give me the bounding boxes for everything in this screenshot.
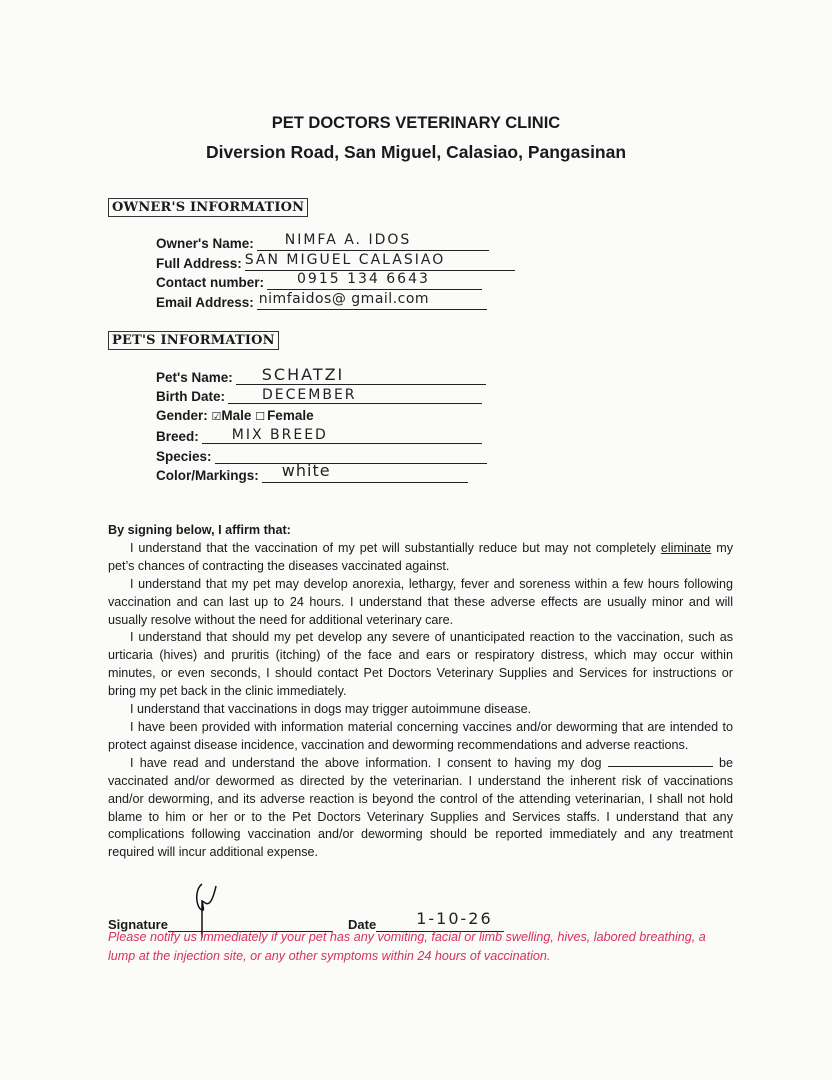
consent-lead: By signing below, I affirm that: xyxy=(108,523,291,537)
signature-label: Signature xyxy=(108,917,168,932)
address-line xyxy=(244,252,515,271)
email-value: nimfaidos@ gmail.com xyxy=(258,291,430,307)
gender-label: Gender: xyxy=(156,408,208,423)
birth-date-value: DECEMBER xyxy=(262,387,357,403)
contact-label: Contact number: xyxy=(156,275,264,290)
owner-name-value: NIMFA A. IDOS xyxy=(284,232,412,248)
breed-field xyxy=(156,428,482,444)
birth-date-field xyxy=(156,388,482,404)
color-value: white xyxy=(281,461,331,480)
contact-line xyxy=(267,271,482,290)
p1-underlined: eliminate xyxy=(660,540,712,555)
consent-paragraph-2: I understand that my pet may develop anorexia, lethargy, fever and soreness within a few hours following vaccination and can last up to 24 hours. I understand that these adverse effects are usually minor and will usually resolve without the need for additional veterinary care. xyxy=(108,576,733,627)
email-line xyxy=(257,291,487,310)
address-field xyxy=(156,252,515,271)
consent-text xyxy=(108,522,733,862)
p6-text: I have read and understand the above information. I consent to having my dog xyxy=(130,755,608,770)
contact-value: 0915 134 6643 xyxy=(297,271,430,287)
gender-male-checkbox[interactable]: ☑ xyxy=(211,411,222,423)
pet-name-value: SCHATZI xyxy=(261,365,345,384)
pet-name-label: Pet's Name: xyxy=(156,370,233,385)
address-value: SAN MIGUEL CALASIAO xyxy=(244,252,446,268)
consent-paragraph-6 xyxy=(108,755,733,862)
date-label: Date xyxy=(348,917,377,932)
species-label: Species: xyxy=(156,449,212,464)
email-field xyxy=(156,291,487,310)
dog-name-blank xyxy=(608,755,713,767)
owner-name-label: Owner's Name: xyxy=(156,236,254,251)
gender-field xyxy=(156,408,314,423)
color-field xyxy=(156,461,468,483)
owner-section-title: OWNER'S INFORMATION xyxy=(108,198,308,217)
breed-value: MIX BREED xyxy=(231,427,328,443)
address-label: Full Address: xyxy=(156,256,242,271)
p1-text-end: my pet’s chances of contracting the diseases vaccinated against. xyxy=(108,540,733,573)
date-value: 1-10-26 xyxy=(416,909,493,928)
p6-text-end: be vaccinated and/or dewormed as directed by the veterinarian. I understand the inherent risk of vaccinations and/or deworming, and its adverse reaction is beyond the control of the attending veterinarian, I shall not hold blame to him or her or to the Pet Doctors Veterinary Supplies and Services staffs. I understand that any complications following vaccination and/or deworming should be reported immediately and any treatment required will incur additional expense. xyxy=(108,755,733,860)
species-line xyxy=(215,448,487,464)
color-line xyxy=(262,461,468,483)
birth-date-line xyxy=(228,388,482,404)
breed-line xyxy=(202,428,482,444)
owner-name-line xyxy=(257,232,489,251)
consent-paragraph-1 xyxy=(108,540,733,576)
color-label: Color/Markings: xyxy=(156,468,259,483)
owner-name-field xyxy=(156,232,489,251)
pet-section-title: PET'S INFORMATION xyxy=(108,331,279,350)
consent-paragraph-5: I have been provided with information material concerning vaccines and/or deworming that are intended to protect against disease incidence, vaccination and deworming recommendations and adverse reactions. xyxy=(108,719,733,752)
contact-field xyxy=(156,271,482,290)
clinic-name: PET DOCTORS VETERINARY CLINIC xyxy=(271,114,561,132)
clinic-address: Diversion Road, San Miguel, Calasiao, Pangasinan xyxy=(205,142,627,162)
birth-date-label: Birth Date: xyxy=(156,389,226,404)
breed-label: Breed: xyxy=(156,429,199,444)
gender-male-label: Male xyxy=(221,408,252,423)
pet-name-line xyxy=(236,365,486,385)
post-vaccination-notice: Please notify us immediately if your pet has any vomiting, facial or limb swelling, hives, labored breathing, a lump at the injection site, or any other symptoms within 24 hours of vaccination. xyxy=(108,930,706,963)
consent-paragraph-3: I understand that should my pet develop any severe of unanticipated reaction to the vaccination, such as urticaria (hives) and pruritis (itching) of the face and ears or respiratory distress, which may occur within minutes, or even seconds, I should contact Pet Doctors Veterinary Supplies and Services for instructions or bring my pet back in the clinic immediately. xyxy=(108,630,733,699)
email-label: Email Address: xyxy=(156,295,254,310)
consent-paragraph-4: I understand that vaccinations in dogs may trigger autoimmune disease. xyxy=(130,702,532,717)
pet-name-field xyxy=(156,365,486,385)
p1-text: I understand that the vaccination of my pet will substantially reduce but may not completely xyxy=(130,540,661,555)
gender-female-checkbox[interactable]: ☐ xyxy=(255,411,266,423)
gender-female-label: Female xyxy=(267,408,314,423)
